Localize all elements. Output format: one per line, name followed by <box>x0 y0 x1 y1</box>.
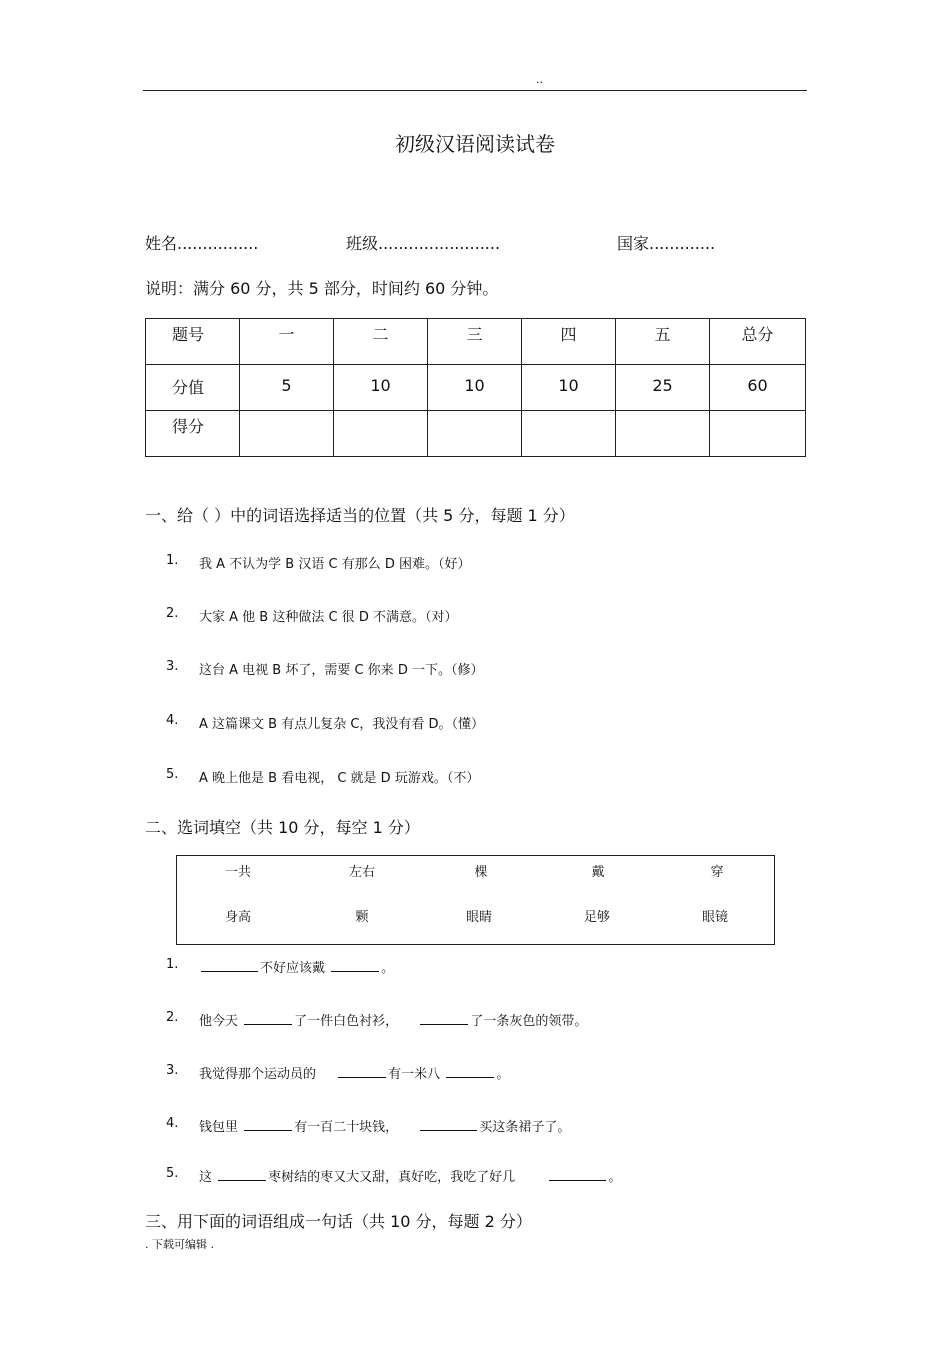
word-bank-item: 戴 <box>591 865 605 880</box>
question-text: 大家 A 他 B 这种做法 C 很 D 不满意。（对） <box>199 610 458 625</box>
question-number: 5. <box>166 767 179 782</box>
name-field[interactable]: 姓名................ <box>145 234 259 253</box>
fill-question <box>199 1116 570 1135</box>
question-text: 这 <box>199 1170 213 1185</box>
section3-title: 三、用下面的词语组成一句话（共 10 分，每题 2 分） <box>145 1212 532 1231</box>
answer-blank[interactable] <box>420 1012 468 1025</box>
country-field[interactable]: 国家............. <box>617 234 716 253</box>
answer-blank[interactable] <box>420 1118 477 1131</box>
word-bank <box>176 855 775 945</box>
header-cell: 一 <box>240 319 334 365</box>
question-number: 4. <box>166 1116 179 1131</box>
question-number: 2. <box>166 606 179 621</box>
question-text: 了一条灰色的领带。 <box>470 1014 588 1029</box>
question-text: 钱包里 <box>199 1120 239 1135</box>
header-dots: .. <box>536 73 543 86</box>
scores-cell: 得分 <box>146 411 240 457</box>
question-text: 。 <box>381 961 395 976</box>
fill-question <box>199 957 394 976</box>
question-text: 买这条裙子了。 <box>479 1120 571 1135</box>
header-cell: 二 <box>334 319 428 365</box>
score-input-cell[interactable] <box>710 411 806 457</box>
word-bank-item: 眼睛 <box>465 910 493 925</box>
score-table-header-row <box>146 319 806 365</box>
question-text: 了一件白色衬衫， <box>294 1014 399 1029</box>
word-bank-item: 眼镜 <box>701 910 729 925</box>
answer-blank[interactable] <box>331 959 379 972</box>
question-text: 有一百二十块钱， <box>294 1120 399 1135</box>
score-input-cell[interactable] <box>428 411 522 457</box>
answer-blank[interactable] <box>244 1118 292 1131</box>
values-cell: 5 <box>240 365 334 411</box>
page-title: 初级汉语阅读试卷 <box>395 132 555 156</box>
header-rule <box>143 90 807 91</box>
instructions: 说明：满分 60 分，共 5 部分，时间约 60 分钟。 <box>145 279 499 298</box>
score-input-cell[interactable] <box>522 411 616 457</box>
question-text: 这台 A 电视 B 坏了，需要 C 你来 D 一下。（修） <box>199 663 484 678</box>
word-bank-item: 颗 <box>355 910 369 925</box>
question-text: A 晚上他是 B 看电视， C 就是 D 玩游戏。（不） <box>199 771 480 786</box>
question-number: 2. <box>166 1010 179 1025</box>
word-bank-item: 足够 <box>583 910 611 925</box>
score-table-values-row <box>146 365 806 411</box>
score-input-cell[interactable] <box>334 411 428 457</box>
fill-question <box>199 1063 509 1082</box>
question-text: 我觉得那个运动员的 <box>199 1067 317 1082</box>
footer-note: . 下载可编辑 . <box>145 1238 214 1251</box>
values-cell: 60 <box>710 365 806 411</box>
header-cell: 五 <box>616 319 710 365</box>
answer-blank[interactable] <box>446 1065 494 1078</box>
question-number: 1. <box>166 957 179 972</box>
header-cell: 题号 <box>146 319 240 365</box>
word-bank-item: 左右 <box>348 865 376 880</box>
values-cell: 10 <box>334 365 428 411</box>
word-bank-item: 穿 <box>710 865 724 880</box>
answer-blank[interactable] <box>244 1012 292 1025</box>
word-bank-item: 身高 <box>224 910 252 925</box>
answer-blank[interactable] <box>201 959 258 972</box>
score-input-cell[interactable] <box>616 411 710 457</box>
question-text: 我 A 不认为学 B 汉语 C 有那么 D 困难。（好） <box>199 557 471 572</box>
word-bank-item: 一共 <box>224 865 252 880</box>
question-number: 5. <box>166 1166 179 1181</box>
values-cell: 10 <box>522 365 616 411</box>
question-number: 3. <box>166 659 179 674</box>
section2-title: 二、选词填空（共 10 分，每空 1 分） <box>145 818 420 837</box>
class-field[interactable]: 班级........................ <box>346 234 501 253</box>
question-text: 他今天 <box>199 1014 239 1029</box>
header-cell: 四 <box>522 319 616 365</box>
header-cell: 三 <box>428 319 522 365</box>
question-number: 3. <box>166 1063 179 1078</box>
values-cell: 分值 <box>146 365 240 411</box>
values-cell: 10 <box>428 365 522 411</box>
score-table <box>145 318 806 457</box>
score-table-scores-row <box>146 411 806 457</box>
values-cell: 25 <box>616 365 710 411</box>
question-number: 1. <box>166 553 179 568</box>
fill-question <box>199 1166 621 1185</box>
question-text: 不好应该戴 <box>260 961 326 976</box>
answer-blank[interactable] <box>549 1168 606 1181</box>
word-bank-item: 棵 <box>474 865 488 880</box>
question-text: A 这篇课文 B 有点儿复杂 C，我没有看 D。（懂） <box>199 717 485 732</box>
question-number: 4. <box>166 713 179 728</box>
question-text: 。 <box>496 1067 510 1082</box>
question-text: 有一米八 <box>388 1067 441 1082</box>
answer-blank[interactable] <box>338 1065 386 1078</box>
question-text: 枣树结的枣又大又甜，真好吃，我吃了好几 <box>268 1170 516 1185</box>
question-text: 。 <box>608 1170 622 1185</box>
header-cell: 总分 <box>710 319 806 365</box>
fill-question <box>199 1010 587 1029</box>
answer-blank[interactable] <box>218 1168 266 1181</box>
section1-title: 一、给（ ）中的词语选择适当的位置（共 5 分，每题 1 分） <box>145 506 575 525</box>
score-input-cell[interactable] <box>240 411 334 457</box>
